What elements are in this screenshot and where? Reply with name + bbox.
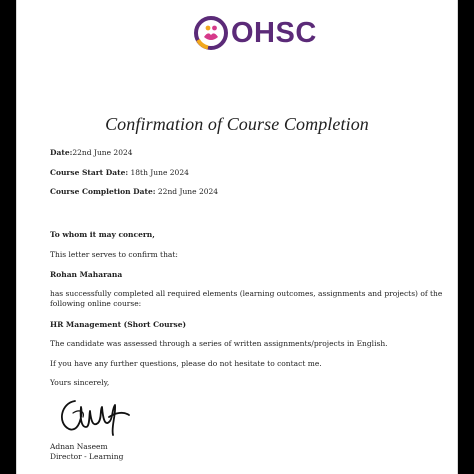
- signature-image: [53, 393, 135, 437]
- course-name: HR Management (Short Course): [50, 320, 187, 329]
- signatory-role: Director - Learning: [50, 452, 124, 461]
- date-value: 22nd June 2024: [72, 148, 133, 157]
- ohsc-logo-icon: [194, 16, 228, 50]
- signatory-name: Adnan Naseem: [50, 442, 108, 451]
- student-name: Rohan Maharana: [50, 270, 123, 279]
- brand-name: OHSC: [231, 16, 317, 49]
- intro-text: This letter serves to confirm that:: [50, 250, 178, 259]
- completion-text: has successfully completed all required elements (learning outcomes, assignments and projects) of the following online course:: [50, 289, 443, 308]
- salutation: To whom it may concern,: [50, 230, 155, 239]
- assessment-text: The candidate was assessed through a series of written assignments/projects in English.: [50, 339, 388, 348]
- completion-date-value: 22nd June 2024: [157, 187, 219, 196]
- document-title: Confirmation of Course Completion: [105, 114, 369, 134]
- start-date-label: Course Start Date:: [50, 168, 129, 177]
- completion-date-row: [50, 187, 218, 197]
- certificate-page: [16, 0, 458, 474]
- date-label: Date:: [50, 148, 73, 157]
- start-date-value: 18th June 2024: [130, 168, 189, 177]
- questions-text: If you have any further questions, please do not hesitate to contact me.: [50, 359, 322, 368]
- closing-text: Yours sincerely,: [50, 378, 110, 387]
- ohsc-logo: [194, 14, 317, 52]
- completion-date-label: Course Completion Date:: [50, 187, 156, 196]
- date-row: [50, 148, 133, 158]
- start-date-row: [50, 168, 189, 178]
